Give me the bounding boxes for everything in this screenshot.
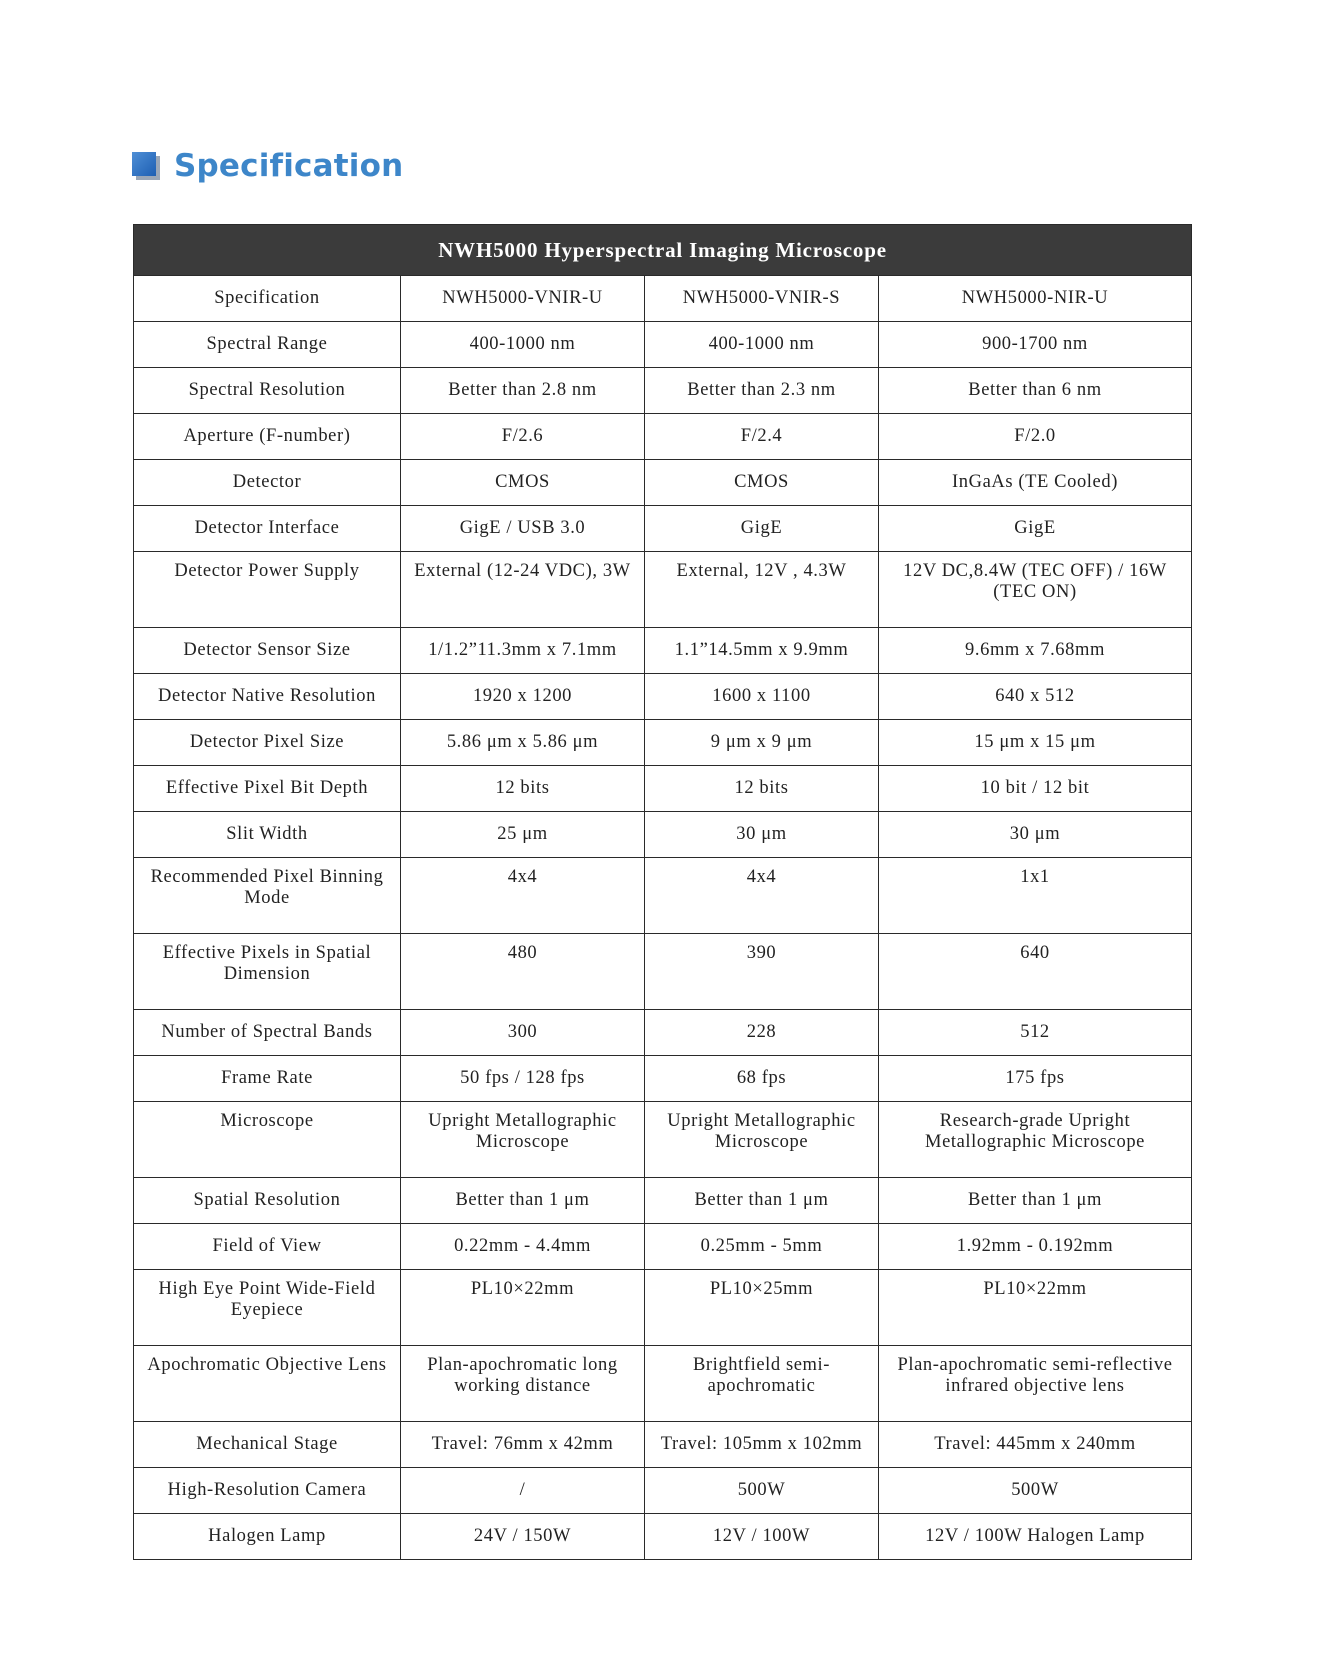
table-cell: 300	[401, 1010, 645, 1056]
row-label: Spectral Resolution	[134, 368, 401, 414]
row-label: Detector Sensor Size	[134, 628, 401, 674]
table-cell: 1/1.2”11.3mm x 7.1mm	[401, 628, 645, 674]
table-cell: Better than 1 μm	[879, 1178, 1192, 1224]
table-row	[134, 720, 1192, 766]
table-cell: 1600 x 1100	[645, 674, 879, 720]
column-header: Specification	[134, 276, 401, 322]
table-cell: 640	[879, 934, 1192, 1010]
table-row	[134, 506, 1192, 552]
column-header: NWH5000-VNIR-U	[401, 276, 645, 322]
table-cell: F/2.4	[645, 414, 879, 460]
table-cell: 1920 x 1200	[401, 674, 645, 720]
table-row	[134, 1102, 1192, 1178]
table-cell: InGaAs (TE Cooled)	[879, 460, 1192, 506]
table-cell: F/2.6	[401, 414, 645, 460]
table-row	[134, 766, 1192, 812]
table-cell: CMOS	[401, 460, 645, 506]
table-row	[134, 934, 1192, 1010]
row-label: Effective Pixels in Spatial Dimension	[134, 934, 401, 1010]
table-cell: 390	[645, 934, 879, 1010]
table-cell: 1x1	[879, 858, 1192, 934]
row-label: Detector Interface	[134, 506, 401, 552]
row-label: Recommended Pixel Binning Mode	[134, 858, 401, 934]
table-row	[134, 1422, 1192, 1468]
specification-table	[133, 224, 1192, 1560]
table-cell: Better than 1 μm	[401, 1178, 645, 1224]
row-label: Microscope	[134, 1102, 401, 1178]
row-label: Halogen Lamp	[134, 1514, 401, 1560]
table-cell: 512	[879, 1010, 1192, 1056]
table-cell: 30 μm	[645, 812, 879, 858]
table-cell: 400-1000 nm	[401, 322, 645, 368]
row-label: Apochromatic Objective Lens	[134, 1346, 401, 1422]
table-cell: Upright Metallographic Microscope	[645, 1102, 879, 1178]
table-cell: 15 μm x 15 μm	[879, 720, 1192, 766]
table-cell: GigE	[645, 506, 879, 552]
table-cell: 12V DC,8.4W (TEC OFF) / 16W (TEC ON)	[879, 552, 1192, 628]
table-cell: 12 bits	[645, 766, 879, 812]
blue-square-icon	[132, 152, 160, 180]
table-cell: Brightfield semi-apochromatic	[645, 1346, 879, 1422]
table-cell: 500W	[645, 1468, 879, 1514]
table-row	[134, 1224, 1192, 1270]
table-cell: 228	[645, 1010, 879, 1056]
table-cell: 0.22mm - 4.4mm	[401, 1224, 645, 1270]
table-cell: External, 12V , 4.3W	[645, 552, 879, 628]
table-cell: 10 bit / 12 bit	[879, 766, 1192, 812]
table-cell: 1.92mm - 0.192mm	[879, 1224, 1192, 1270]
table-row	[134, 1056, 1192, 1102]
table-cell: 12V / 100W Halogen Lamp	[879, 1514, 1192, 1560]
column-header-row	[134, 276, 1192, 322]
table-cell: 900-1700 nm	[879, 322, 1192, 368]
table-caption: NWH5000 Hyperspectral Imaging Microscope	[134, 225, 1192, 276]
row-label: Spatial Resolution	[134, 1178, 401, 1224]
table-row	[134, 1468, 1192, 1514]
column-header: NWH5000-VNIR-S	[645, 276, 879, 322]
table-row	[134, 1270, 1192, 1346]
table-cell: /	[401, 1468, 645, 1514]
table-cell: 0.25mm - 5mm	[645, 1224, 879, 1270]
row-label: Effective Pixel Bit Depth	[134, 766, 401, 812]
table-cell: 30 μm	[879, 812, 1192, 858]
table-cell: Travel: 445mm x 240mm	[879, 1422, 1192, 1468]
table-cell: Better than 2.8 nm	[401, 368, 645, 414]
table-cell: 24V / 150W	[401, 1514, 645, 1560]
row-label: Detector	[134, 460, 401, 506]
table-cell: 9.6mm x 7.68mm	[879, 628, 1192, 674]
table-row	[134, 414, 1192, 460]
row-label: Detector Pixel Size	[134, 720, 401, 766]
table-caption-row	[134, 225, 1192, 276]
table-cell: F/2.0	[879, 414, 1192, 460]
table-cell: 4x4	[401, 858, 645, 934]
row-label: High Eye Point Wide-Field Eyepiece	[134, 1270, 401, 1346]
section-title: Specification	[174, 148, 404, 184]
table-cell: Better than 2.3 nm	[645, 368, 879, 414]
table-row	[134, 368, 1192, 414]
table-row	[134, 460, 1192, 506]
table-cell: Travel: 105mm x 102mm	[645, 1422, 879, 1468]
table-cell: 12 bits	[401, 766, 645, 812]
table-row	[134, 858, 1192, 934]
table-cell: 50 fps / 128 fps	[401, 1056, 645, 1102]
row-label: Mechanical Stage	[134, 1422, 401, 1468]
table-row	[134, 1514, 1192, 1560]
table-row	[134, 552, 1192, 628]
table-row	[134, 1010, 1192, 1056]
table-cell: CMOS	[645, 460, 879, 506]
table-cell: Upright Metallographic Microscope	[401, 1102, 645, 1178]
row-label: Field of View	[134, 1224, 401, 1270]
table-row	[134, 1178, 1192, 1224]
row-label: Number of Spectral Bands	[134, 1010, 401, 1056]
table-cell: 68 fps	[645, 1056, 879, 1102]
table-row	[134, 812, 1192, 858]
table-cell: 9 μm x 9 μm	[645, 720, 879, 766]
row-label: Detector Native Resolution	[134, 674, 401, 720]
table-cell: Travel: 76mm x 42mm	[401, 1422, 645, 1468]
table-cell: 12V / 100W	[645, 1514, 879, 1560]
table-cell: 1.1”14.5mm x 9.9mm	[645, 628, 879, 674]
row-label: Aperture (F-number)	[134, 414, 401, 460]
table-cell: 4x4	[645, 858, 879, 934]
table-row	[134, 628, 1192, 674]
table-cell: Plan-apochromatic long working distance	[401, 1346, 645, 1422]
table-row	[134, 674, 1192, 720]
row-label: High-Resolution Camera	[134, 1468, 401, 1514]
table-cell: GigE	[879, 506, 1192, 552]
table-row	[134, 1346, 1192, 1422]
table-cell: 400-1000 nm	[645, 322, 879, 368]
table-cell: 175 fps	[879, 1056, 1192, 1102]
table-cell: 25 μm	[401, 812, 645, 858]
section-heading	[132, 146, 403, 186]
table-cell: GigE / USB 3.0	[401, 506, 645, 552]
table-cell: Research-grade Upright Metallographic Microscope	[879, 1102, 1192, 1178]
table-cell: 480	[401, 934, 645, 1010]
row-label: Detector Power Supply	[134, 552, 401, 628]
table-row	[134, 322, 1192, 368]
table-cell: External (12-24 VDC), 3W	[401, 552, 645, 628]
table-cell: Better than 6 nm	[879, 368, 1192, 414]
column-header: NWH5000-NIR-U	[879, 276, 1192, 322]
table-cell: 500W	[879, 1468, 1192, 1514]
table-cell: PL10×22mm	[401, 1270, 645, 1346]
row-label: Frame Rate	[134, 1056, 401, 1102]
table-cell: Better than 1 μm	[645, 1178, 879, 1224]
table-cell: PL10×25mm	[645, 1270, 879, 1346]
table-cell: 5.86 μm x 5.86 μm	[401, 720, 645, 766]
table-cell: PL10×22mm	[879, 1270, 1192, 1346]
row-label: Slit Width	[134, 812, 401, 858]
table-cell: 640 x 512	[879, 674, 1192, 720]
table-cell: Plan-apochromatic semi-reflective infrared objective lens	[879, 1346, 1192, 1422]
row-label: Spectral Range	[134, 322, 401, 368]
